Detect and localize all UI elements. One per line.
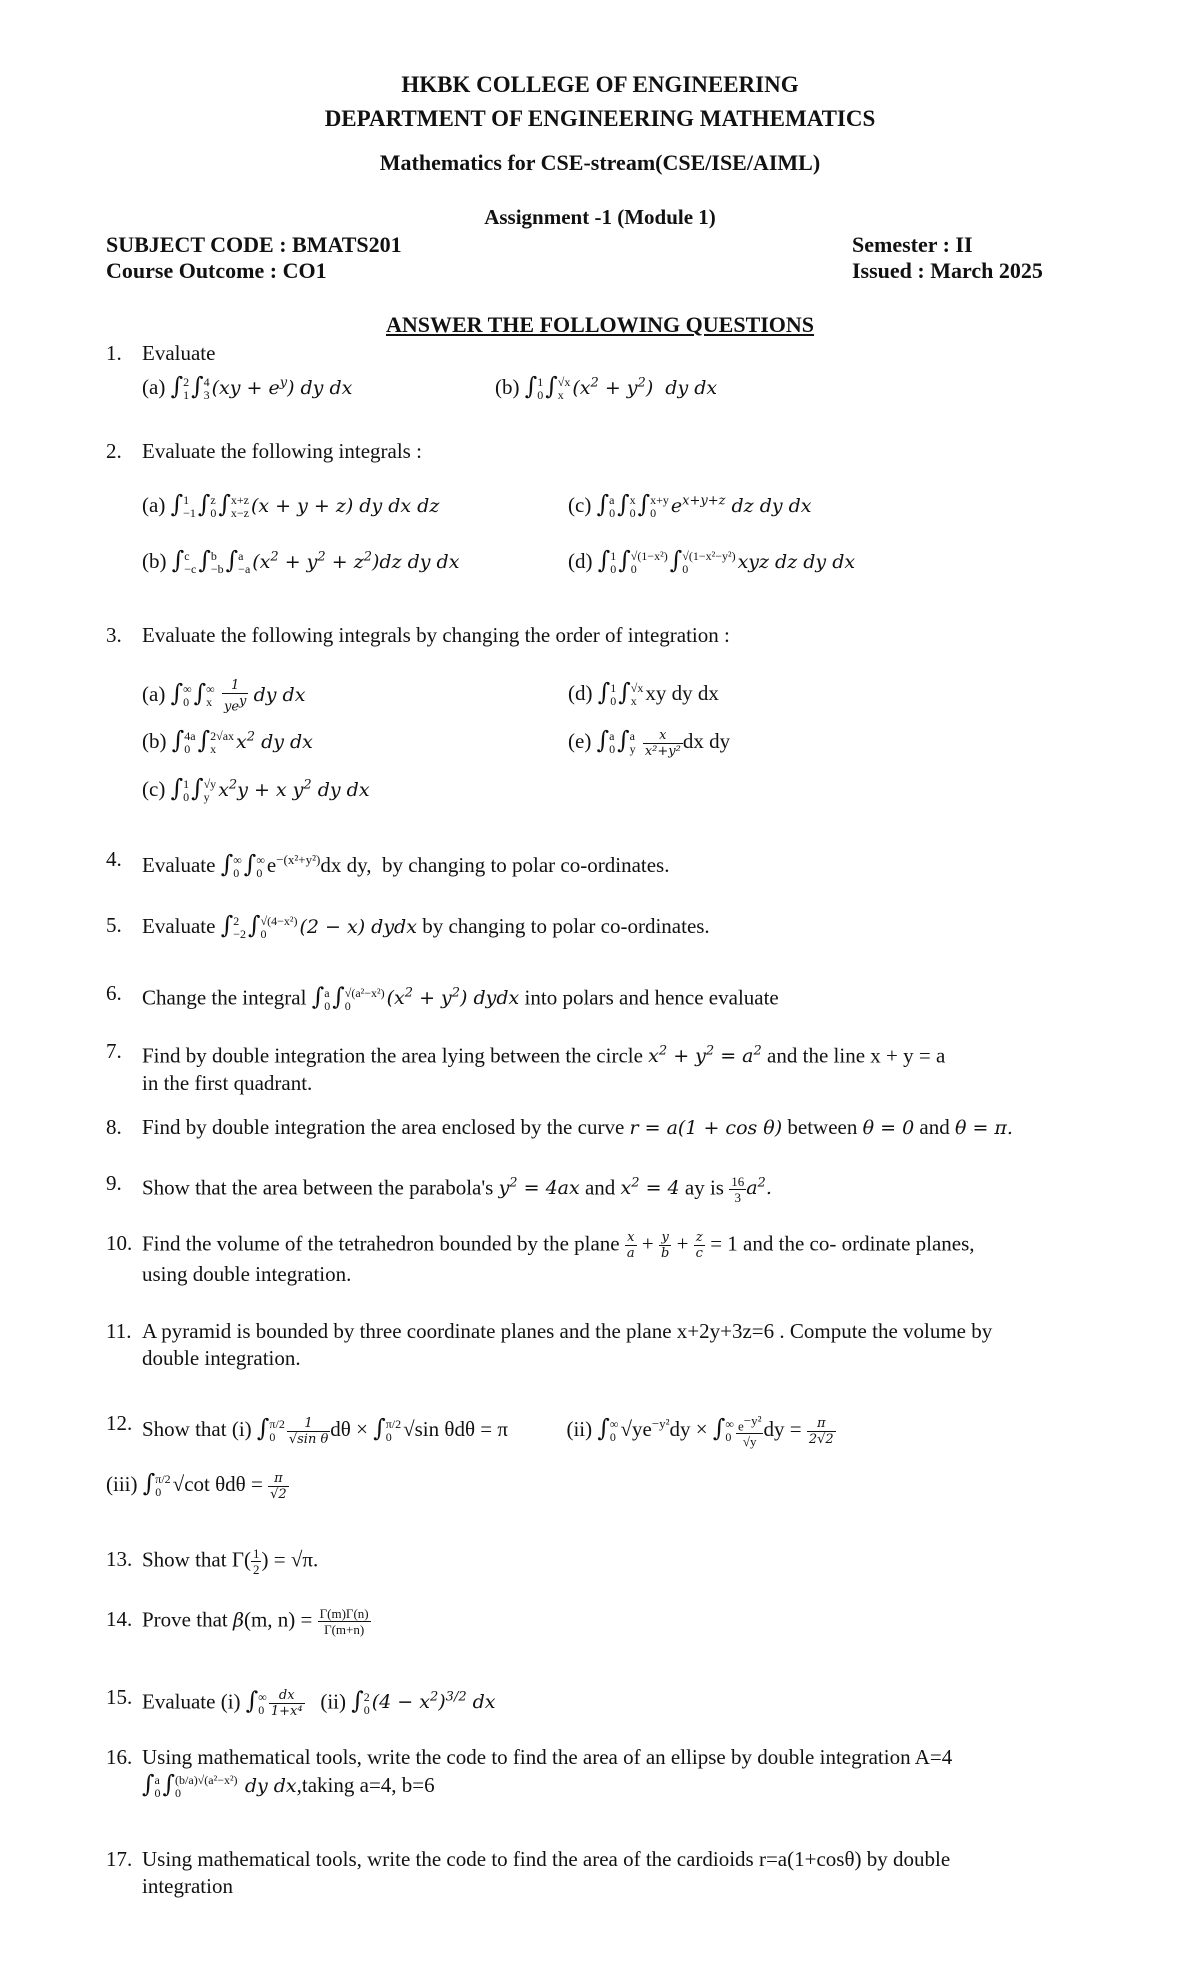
question-2a: (a) ∫1 −1∫z 0∫x+z x−z (x + y + z) dy dx dz — [142, 490, 440, 521]
section-title: ANSWER THE FOLLOWING QUESTIONS — [385, 312, 815, 337]
question-1a: (a) ∫2 1∫4 3 $(xy + e^y)$ dy dx — [142, 372, 353, 403]
issued-date: Issued : March 2025 — [852, 258, 1043, 283]
question-3c: (c) ∫1 0∫√y y $x^2y + x$ $y^2$ dy dx — [142, 774, 370, 805]
question-1b: (b) ∫1 0∫√x x $(x^2 + y^2)$ dy dx — [495, 372, 718, 403]
question-3d: (d) ∫1 0∫√x x xy dy dx — [568, 678, 719, 709]
question-2b: (b) ∫c −c∫b −b∫a −a $(x^2 + y^2 + z^2)dz$ dy dx — [142, 546, 460, 577]
subject-code: SUBJECT CODE : BMATS201 — [106, 232, 402, 257]
course-outcome: Course Outcome : CO1 — [106, 258, 327, 283]
course-title: Mathematics for CSE-stream(CSE/ISE/AIML) — [379, 150, 821, 175]
question-2d: (d) ∫1 0∫√(1−x²) 0 ∫√(1−x²−y²) 0 xyz dz dy dx — [568, 546, 856, 577]
college-name: HKBK COLLEGE OF ENGINEERING — [401, 72, 799, 97]
question-2c: (c) ∫a 0∫x 0∫x+y 0 $e^{x+y+z}$ dz dy dx — [568, 490, 812, 521]
question-12-iii: (iii) ∫π/2 0 √cot θdθ = $\frac{\pi}{√2}$ — [106, 1469, 287, 1502]
question-3e: (e) ∫a 0∫a y $\frac{x}{\text{x²+y²}}$ dx dy — [568, 726, 731, 759]
department-name: DEPARTMENT OF ENGINEERING MATHEMATICS — [324, 106, 876, 131]
question-3b: (b) ∫4a 0 ∫2√ax x $x^2$ dy dx — [142, 726, 313, 757]
question-3a: (a) ∫∞ 0 ∫∞ x $\frac{1}{ye^y}$ dy dx — [142, 678, 306, 715]
semester: Semester : II — [852, 232, 973, 257]
assignment-page: HKBK COLLEGE OF ENGINEERING DEPARTMENT OF ENGINEERING MATHEMATICS Mathematics for CSE-stream(CSE/ISE/AIML) Assignment -1 (Module 1) SUBJECT CODE : BMATS201 Course Outcome : CO1 Semester : II Issued : March 2025 ANSWER THE FOLLOWING QUESTIONS 1. Evaluate (a) ∫2 1∫4 3 $(xy + e^y)$ dy dx (b) ∫1 0∫√x x $(x^2 + y^2)$ dy dx 2. Evaluate the following integrals : (a) ∫1 −1∫z 0∫x+z x−z (x + y + z) dy dx dz (c) ∫a 0∫x 0∫x+y 0 $e^{x+y+z}$ dz dy dx (b) ∫c −c∫b −b∫a −a $(x^2 + y^2 + z^2)dz$ dy dx (d) ∫1 0∫√(1−x²) 0 ∫√(1−x²−y²) 0 xyz dz dy dx 3. Evaluate the following integrals by changing the order of integration : (a) ∫∞ 0 ∫∞ x $\frac{1}{ye^y}$ dy dx (d) ∫1 0∫√x x xy dy dx (b) ∫4a 0 ∫2√ax x $x^2$ dy dx (e) ∫a 0∫a y $\frac{x}{\text{x²+y²}}$ dx dy (c) ∫1 0∫√y y $x^2y + x$ $y^2$ dy dx 4. Evaluate ∫∞ 0 ∫∞ 0 $e^{-(x^2+y^2)}dx$ dy, by changing to polar co-ordinates. 5. Evaluate ∫2 −2∫√(4−x²) 0 (2 − x) dydx by changing to polar co-ordinates. 6. Change the integral ∫a 0∫√(a²−x²) 0 $(x^2 + y^2)$ dydx into polars and hence evaluate 7. Find by double integration the area lying between the circle $x^2 + y^2 = a^2$ and the line x + y = a in the first quadrant. 8. Find by double integration the area enclosed by the curve r = a(1 + cos θ) between θ = 0 and θ = π. 9. Show that the area between the parabola's $y^2 = 4ax$ and $x^2 = 4$ ay is $\frac{16}{3}$ $a^2$. 10. Find the volume of the tetrahedron bounded by the plane $\frac{x}{a}$ + $\frac{y}{b}$ + $\frac{z}{c}$ = 1 and the co- ordinate planes, using double integration. 11. A pyramid is bounded by three coordinate planes and the plane x+2y+3z=6 . Compute the volume by double integration. 12. Show that (i) ∫π/2 0 $\frac{1}{\text{√sin θ}}$ dθ × ∫π/2 0 √sin θdθ = π (ii) ∫∞ 0 $√ye^{-y^2}dy$ × ∫∞ 0 $\frac{e^{-y^2}}{√y}$ dy = $\frac{\pi}{2√2}$ (iii) ∫π/2 0 √cot θdθ = $\frac{\pi}{√2}$ 13. Show that Γ( $\frac{1}{2}$ ) = √π. 14. Prove that β(m, n) = $\frac{\Gamma(m)\Gamma(n)}{\Gamma(m+n)}$ 15. Evaluate (i) ∫∞ 0 $\frac{dx}{\text{1+x⁴}}$ (ii) ∫2 0 $(4 - x^2)^{3/2}$ dx 16. Using mathematical tools, write the code to find the area of an ellipse by double integration A=4 ∫a 0∫(b/a)√(a²−x²) 0 dy dx,taking a=4, b=6 17. Using mathematical tools, write the code to find the area of the cardioids r=a(1+cosθ) by double integration — [0, 0, 1200, 1976]
assignment-title: Assignment -1 (Module 1) — [484, 205, 716, 229]
